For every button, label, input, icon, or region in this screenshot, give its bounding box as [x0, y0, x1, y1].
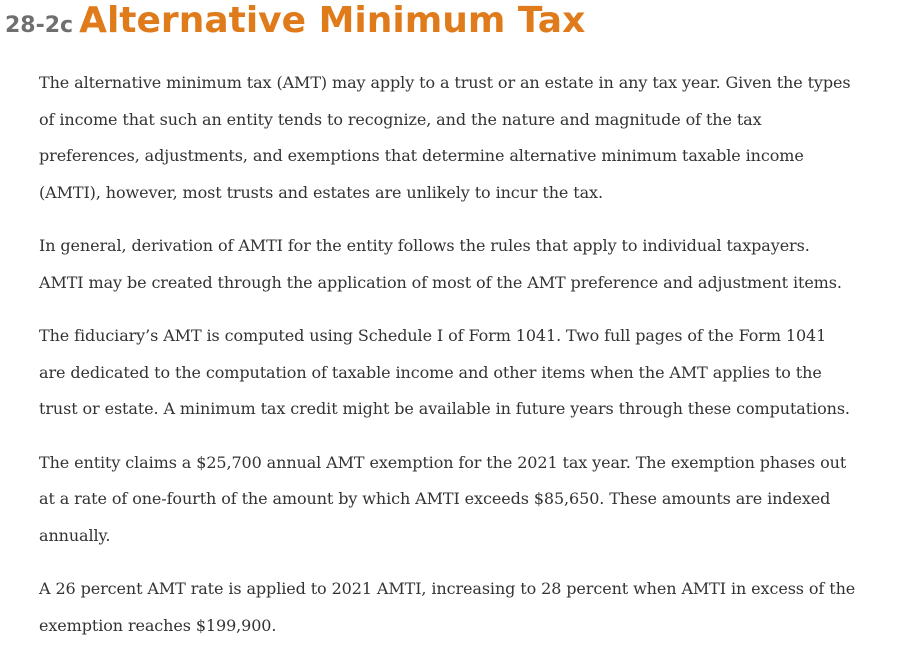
text-line: A 26 percent AMT rate is applied to 2021 AMTI, increasing to 28 percent when AMTI in excess of the: [39, 579, 856, 598]
section-heading: [5, 0, 585, 47]
paragraph-amt-rate: [39, 571, 911, 644]
text-line: The alternative minimum tax (AMT) may apply to a trust or an estate in any tax year. Given the types: [39, 73, 851, 92]
section-body: [39, 65, 911, 661]
section-title: Alternative Minimum Tax: [79, 0, 586, 41]
text-line: of income that such an entity tends to recognize, and the nature and magnitude of the tax: [39, 109, 762, 129]
paragraph-amt-exemption: [39, 445, 911, 555]
paragraph-fiduciary-amt: [39, 318, 911, 428]
text-line: In general, derivation of AMTI for the entity follows the rules that apply to individual taxpayers.: [39, 236, 810, 255]
paragraph-amt-overview: [39, 65, 911, 211]
text-line: exemption reaches $199,900.: [39, 615, 277, 635]
paragraph-amti-derivation: [39, 228, 911, 301]
section-number: 28-2c: [5, 13, 74, 38]
text-line: The entity claims a $25,700 annual AMT exemption for the 2021 tax year. The exemption phases out: [39, 452, 847, 472]
text-line: at a rate of one-fourth of the amount by which AMTI exceeds $85,650. These amounts are indexed: [39, 489, 831, 508]
text-line: (AMTI), however, most trusts and estates are unlikely to incur the tax.: [39, 182, 603, 202]
text-line: AMTI may be created through the application of most of the AMT preference and adjustment items.: [39, 272, 842, 292]
text-line: annually.: [39, 525, 111, 545]
text-line: The fiduciary’s AMT is computed using Schedule I of Form 1041. Two full pages of the Form 1041: [39, 326, 827, 345]
text-line: are dedicated to the computation of taxable income and other items when the AMT applies to the: [39, 362, 822, 382]
text-line: preferences, adjustments, and exemptions that determine alternative minimum taxable income: [39, 146, 804, 165]
text-line: trust or estate. A minimum tax credit might be available in future years through these computations.: [39, 399, 850, 418]
